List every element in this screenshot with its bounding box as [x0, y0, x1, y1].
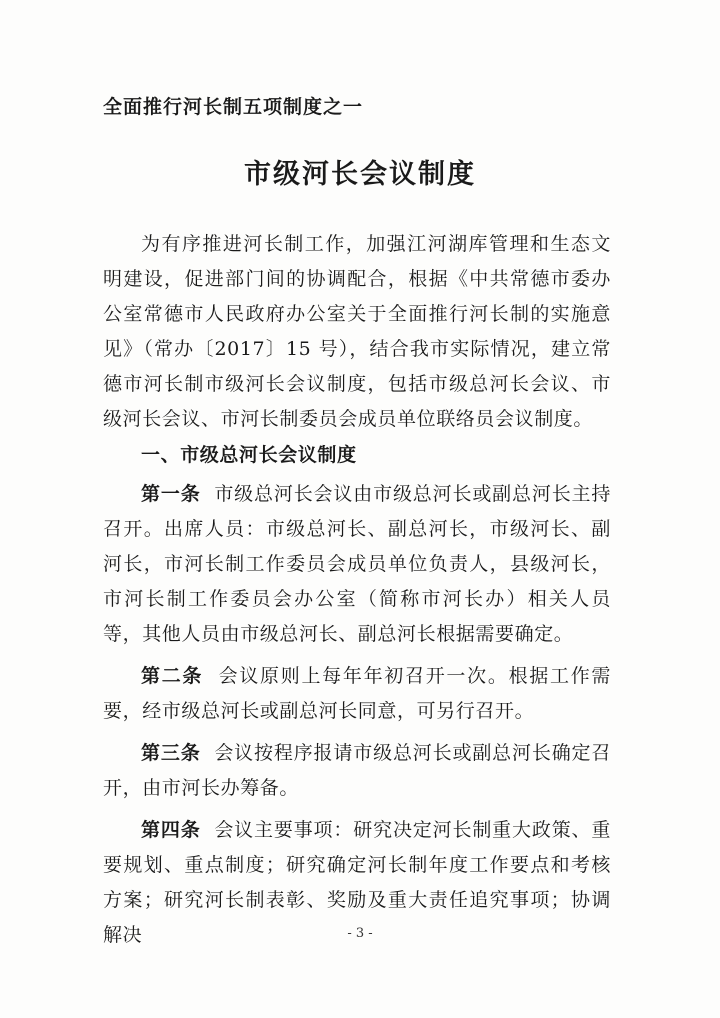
document-body: [103, 227, 611, 960]
article-text: 会议主要事项：研究决定河长制重大政策、重要规划、重点制度；研究确定河长制年度工作要点和考核方案；研究河长制表彰、奖励及重大责任追究事项；协调解决: [103, 819, 611, 946]
article-label: 第一条: [141, 483, 201, 505]
series-title: 全面推行河长制五项制度之一: [103, 96, 364, 118]
article-paragraph: [103, 659, 611, 729]
page-number: - 3 -: [347, 926, 373, 941]
article-paragraph: [103, 477, 611, 652]
intro-paragraph: 为有序推进河长制工作，加强江河湖库管理和生态文明建设，促进部门间的协调配合，根据《中共常德市委办公室常德市人民政府办公室关于全面推行河长制的实施意见》（常办〔2017〕15 号），结合我市实际情况，建立常德市河长制市级河长会议制度，包括市级总河长会议、市级河长会议、市河长制委员会成员单位联络员会议制度。: [103, 233, 611, 430]
document-title: 市级河长会议制度: [244, 159, 476, 190]
article-text: 会议按程序报请市级总河长或副总河长确定召开，由市河长办筹备。: [103, 742, 611, 799]
article-label: 第二条: [141, 665, 204, 687]
article-label: 第三条: [141, 742, 201, 764]
article-paragraph: [103, 736, 611, 806]
article-text: 市级总河长会议由市级总河长或副总河长主持召开。出席人员：市级总河长、副总河长，市级河长、副河长，市河长制工作委员会成员单位负责人，县级河长，市河长制工作委员会办公室（简称市河长办）相关人员等，其他人员由市级总河长、副总河长根据需要确定。: [103, 483, 611, 645]
article-text: 会议原则上每年年初召开一次。根据工作需要，经市级总河长或副总河长同意，可另行召开。: [103, 665, 611, 722]
article-label: 第四条: [141, 819, 201, 841]
section-heading: 一、市级总河长会议制度: [141, 444, 357, 466]
